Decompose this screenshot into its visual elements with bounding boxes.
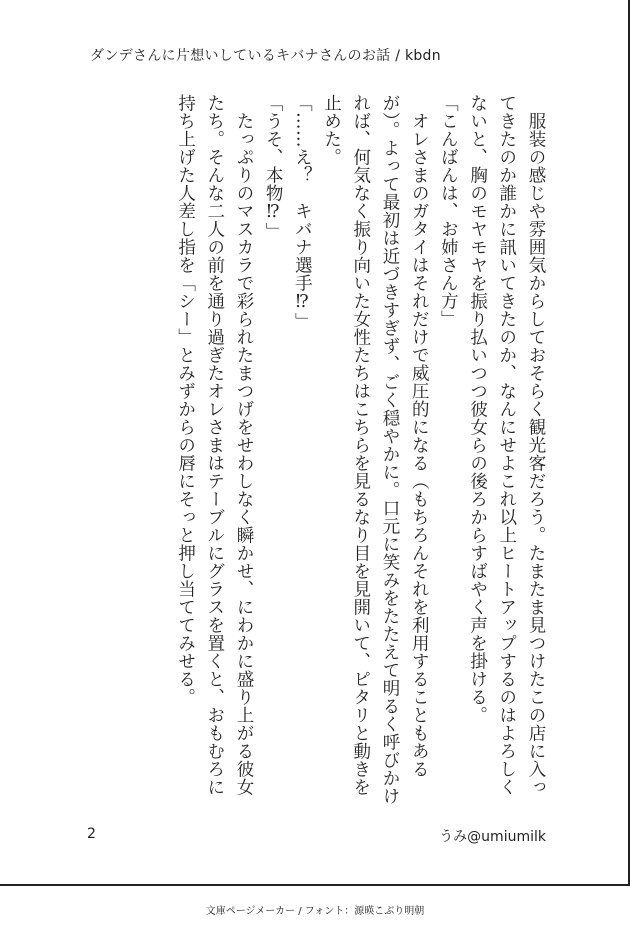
page-title: ダンデさんに片想いしているキバナさんのお話 / kbdn (90, 48, 441, 64)
paragraph: たっぷりのマスカラで彩られたまつげをせわしなく瞬かせ、にわかに盛り上がる彼女たち。そんな二人の前を通り過ぎたオレさまはテーブルにグラスを置くと、おもむろに持ち上げた人差し指を「シー」とみずからの唇にそっと押し当ててみせる。 (175, 94, 254, 796)
paragraph: 「こんばんは、お姉さん方」 (438, 94, 459, 328)
footer-credit: 文庫ページメーカー / フォント：源暎こぶり明朝 (205, 906, 425, 917)
paragraph: 服装の感じや雰囲気からしておそらく観光客だろう。たまたま見つけたこの店に入ってきたのか誰かに訊いてきたのか、なんにせよこれ以上ヒートアップするのはよろしくないと、胸のモヤモヤを振り払いつつ彼女らの後ろからすばやく声を掛ける。 (467, 94, 546, 796)
paragraph: オレさまのガタイはそれだけで威圧的になる（もちろんそれを利用することもあるが）。よって最初は近づきすぎず、ごく穏やかに。口元に笑みをたたえて明るく呼びかければ、何気なく振り向いた女性たちはこちらを見るなり目を見開いて、ピタリと動きを止めた。 (321, 94, 430, 806)
body-text (80, 94, 550, 806)
paragraph: 「……え？ キバナ選手⁉」 (292, 94, 313, 331)
author-credit: うみ@umiumilk (439, 829, 546, 845)
page-number: 2 (87, 826, 96, 842)
paragraph: 「うそ、本物⁉」 (263, 94, 284, 241)
